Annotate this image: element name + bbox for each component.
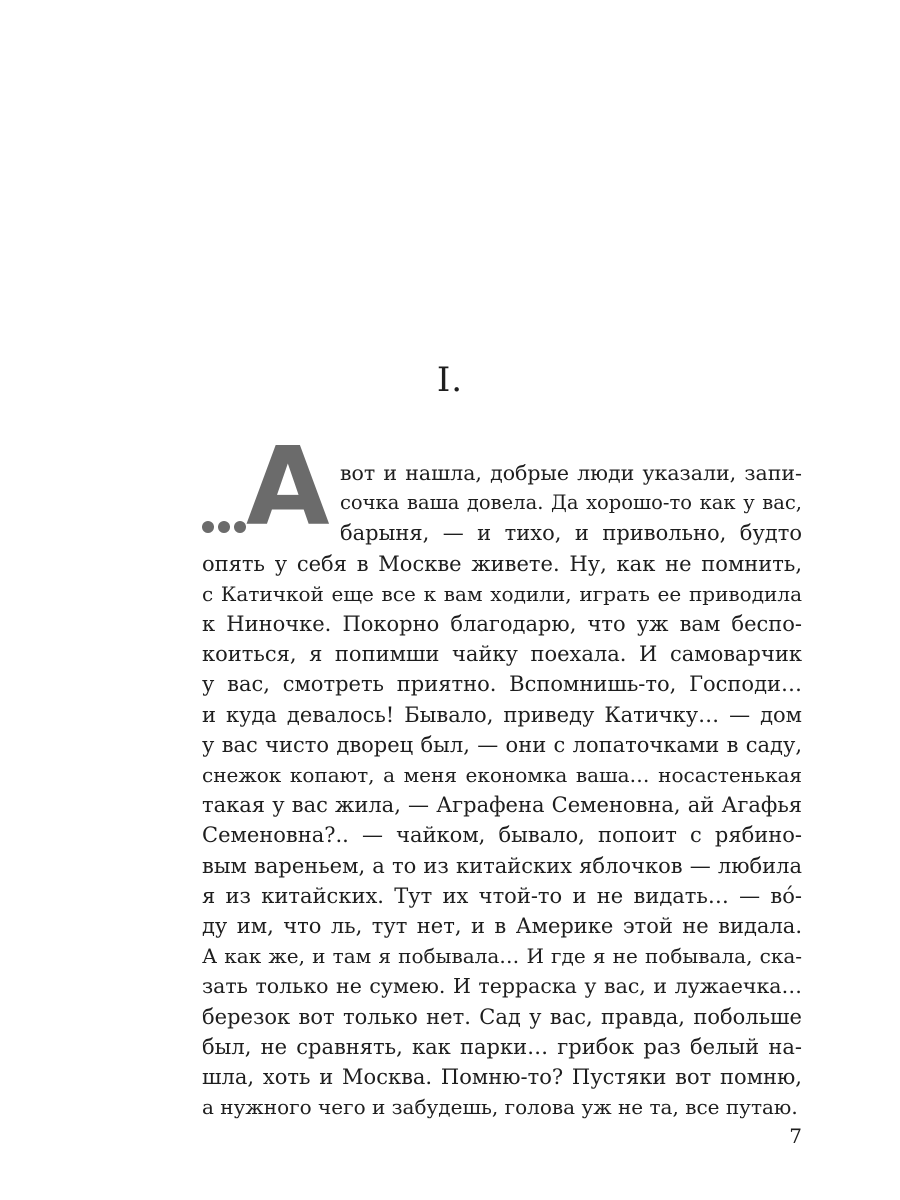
text-line: к Ниночке. Покорно благодарю, что уж вам беспо-: [202, 612, 802, 637]
text-line: коиться, я попимши чайку поехала. И самоварчик: [202, 642, 802, 667]
body-paragraph: [202, 458, 802, 1122]
text-line: и куда девалось! Бывало, приведу Катичку… — дом: [202, 702, 802, 727]
text-line: опять у себя в Москве живете. Ну, как не помнить,: [202, 551, 802, 576]
chapter-title: I.: [436, 360, 464, 400]
text-line: А как же, и там я побывала… И где я не побывала, ска-: [202, 944, 802, 969]
text-line: такая у вас жила, — Аграфена Семеновна, ай Агафья: [202, 793, 802, 818]
drop-cap-letter: А: [246, 425, 330, 550]
text-line: барыня, — и тихо, и привольно, будто: [340, 521, 802, 546]
text-line: а нужного чего и забудешь, голова уж не та, все путаю.: [202, 1095, 798, 1120]
text-line: березок вот только нет. Сад у вас, правда, побольше: [202, 1004, 802, 1029]
text-line: сочка ваша довела. Да хорошо-то как у вас,: [340, 491, 802, 515]
text-line: я из китайских. Тут их чтой-то и не видать… — во́-: [202, 883, 802, 908]
text-line: зать только не сумею. И терраска у вас, и лужаечка…: [202, 974, 802, 999]
text-line: с Катичкой еще все к вам ходили, играть ее приводила: [202, 581, 802, 606]
text-line: ду им, что ль, тут нет, и в Америке этой не видала.: [202, 914, 802, 939]
text-line: вот и нашла, добрые люди указали, запи-: [340, 461, 802, 485]
text-line: вым вареньем, а то из китайских яблочков — любила: [202, 853, 802, 878]
text-line: у вас чисто дворец был, — они с лопаточками в саду,: [202, 732, 802, 757]
text-line: у вас, смотреть приятно. Вспомнишь-то, Господи…: [202, 672, 802, 697]
text-line: Семеновна?.. — чайком, бывало, попоит с рябино-: [202, 823, 802, 848]
text-line: был, не сравнять, как парки… грибок раз белый на-: [202, 1034, 802, 1059]
text-line: шла, хоть и Москва. Помню-то? Пустяки вот помню,: [202, 1065, 802, 1090]
page-number: 7: [789, 1124, 802, 1148]
text-line: снежок копают, а меня економка ваша… носастенькая: [202, 763, 802, 788]
